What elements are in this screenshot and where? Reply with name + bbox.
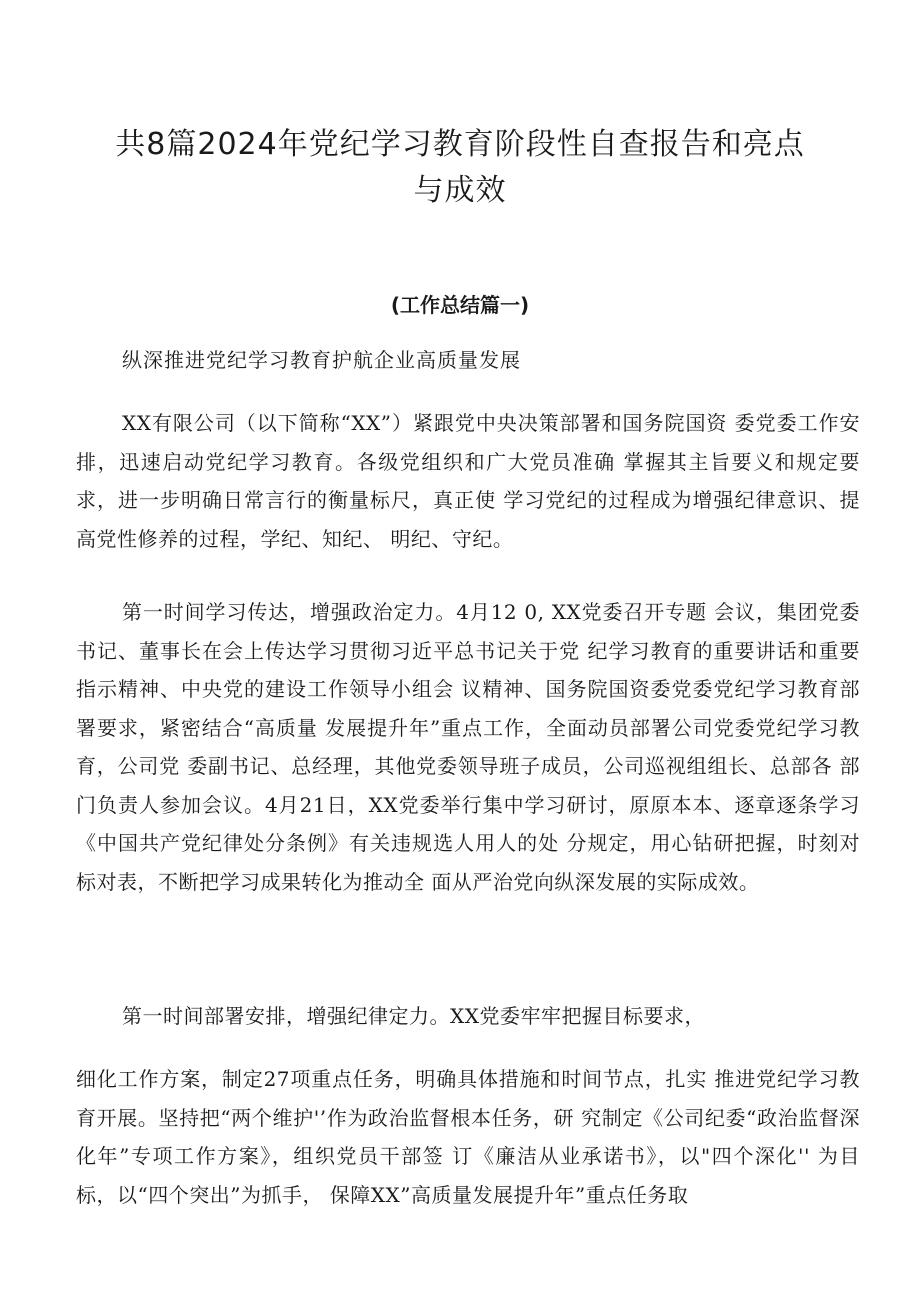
paragraph-4: 细化工作方案，制定27项重点任务，明确具体措施和时间节点，扎实 推进党纪学习教育开展。坚持把“两个维护'’作为政治监督根本任务，研 究制定《公司纪委“政治监督深化年”专项工作方案》，组织党员干部签 订《廉洁从业承诺书》，以"四个深化'' 为目标，以“四个突出”为抓手， 保障XX”高质量发展提升年”重点任务取 <box>76 1067 860 1207</box>
title-line-2: 与成效 <box>413 173 507 208</box>
title-line-1: 共8篇2024年党纪学习教育阶段性自查报告和亮点 <box>115 127 805 162</box>
document-title <box>100 122 820 214</box>
article-subtitle: 纵深推进党纪学习教育护航企业高质量发展 <box>122 348 521 372</box>
paragraph-3: 第一时间部署安排，增强纪律定力。XX党委牢牢把握目标要求， <box>122 1004 705 1028</box>
paragraph-1: XX有限公司（以下简称“XX”）紧跟党中央决策部署和国务院国资 委党委工作安排，迅速启动党纪学习教育。各级党组织和广大党员准确 掌握其主旨要义和规定要求，进一步明确日常言行的衡量标尺，真正使 学习党纪的过程成为增强纪律意识、提高党性修养的过程，学纪、知纪、 明纪、守纪。 <box>76 411 860 551</box>
section-heading: (工作总结篇一) <box>390 293 530 317</box>
paragraph-2: 第一时间学习传达，增强政治定力。4月12 0, XX党委召开专题 会议，集团党委书记、董事长在会上传达学习贯彻习近平总书记关于党 纪学习教育的重要讲话和重要指示精神、中央党的建设工作领导小组会 议精神、国务院国资委党委党纪学习教育部署要求，紧密结合“高质量 发展提升年”重点工作，全面动员部署公司党委党纪学习教育，公司党 委副书记、总经理，其他党委领导班子成员，公司巡视组组长、总部各 部门负责人参加会议。4月21日，XX党委举行集中学习研讨，原原本本、逐章逐条学习《中国共产党纪律处分条例》有关违规选人用人的处 分规定，用心钻研把握，时刻对标对表，不断把学习成果转化为推动全 面从严治党向纵深发展的实际成效。 <box>76 600 860 894</box>
